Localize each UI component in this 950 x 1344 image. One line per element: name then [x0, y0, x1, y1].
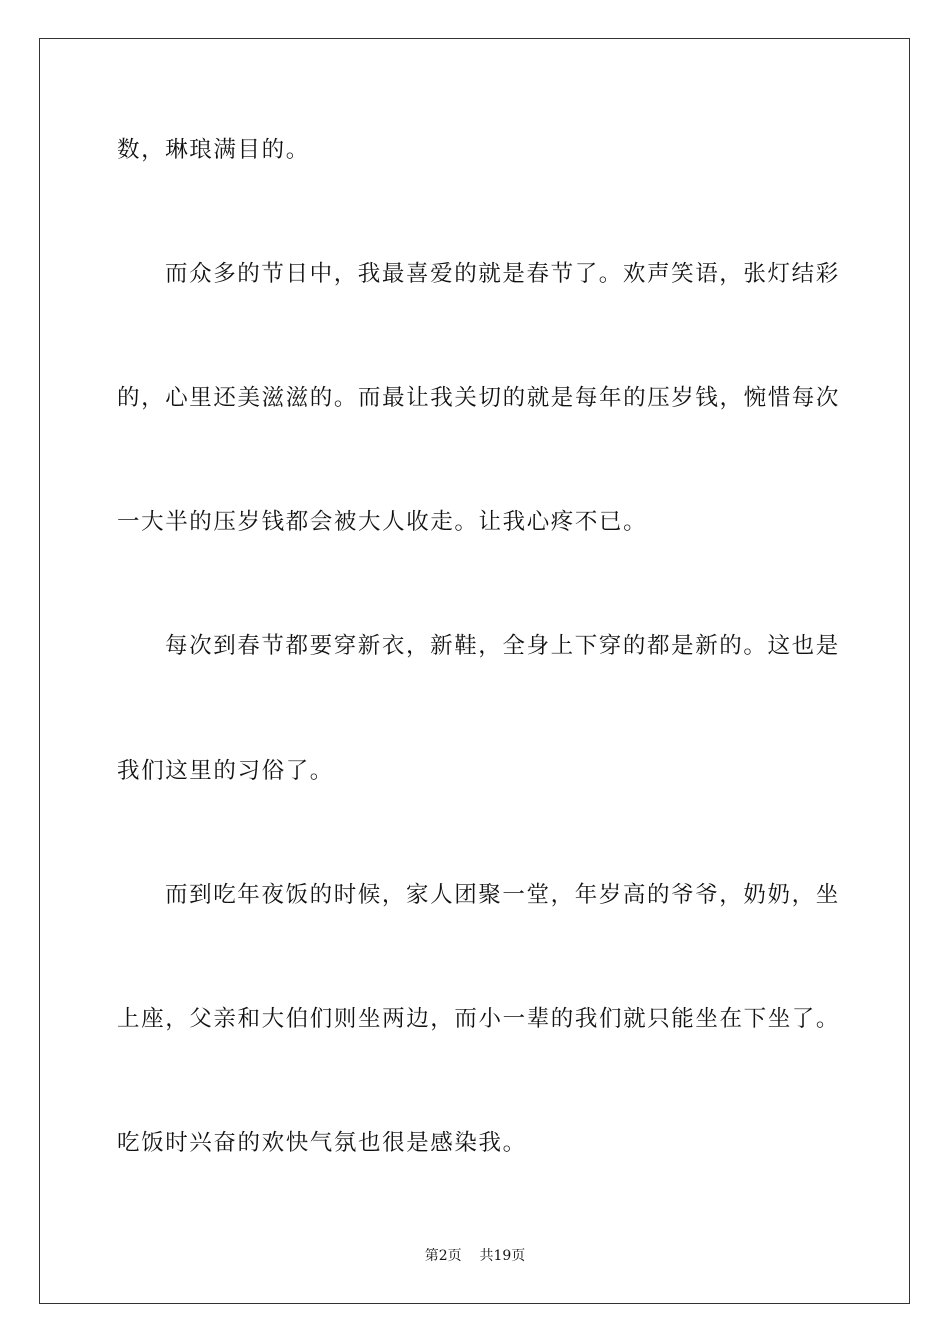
- page-number: 第2页: [424, 1248, 462, 1264]
- page-footer: [0, 1247, 950, 1265]
- paragraph-line-3: 的，心里还美滋滋的。而最让我关切的就是每年的压岁钱，惋惜每次: [117, 385, 841, 411]
- paragraph-line-2: 而众多的节日中，我最喜爱的就是春节了。欢声笑语，张灯结彩: [165, 261, 840, 287]
- paragraph-line-9: 吃饭时兴奋的欢快气氛也很是感染我。: [117, 1130, 527, 1156]
- page-total: 共19页: [479, 1248, 526, 1264]
- paragraph-line-1: 数，琳琅满目的。: [117, 137, 310, 163]
- paragraph-line-8: 上座，父亲和大伯们则坐两边，而小一辈的我们就只能坐在下坐了。: [117, 1006, 841, 1032]
- paragraph-line-6: 我们这里的习俗了。: [117, 758, 334, 784]
- page-border: [39, 38, 910, 1304]
- paragraph-line-5: 每次到春节都要穿新衣，新鞋，全身上下穿的都是新的。这也是: [165, 633, 840, 659]
- paragraph-line-7: 而到吃年夜饭的时候，家人团聚一堂，年岁高的爷爷，奶奶，坐: [165, 882, 840, 908]
- paragraph-line-4: 一大半的压岁钱都会被大人收走。让我心疼不已。: [117, 509, 648, 535]
